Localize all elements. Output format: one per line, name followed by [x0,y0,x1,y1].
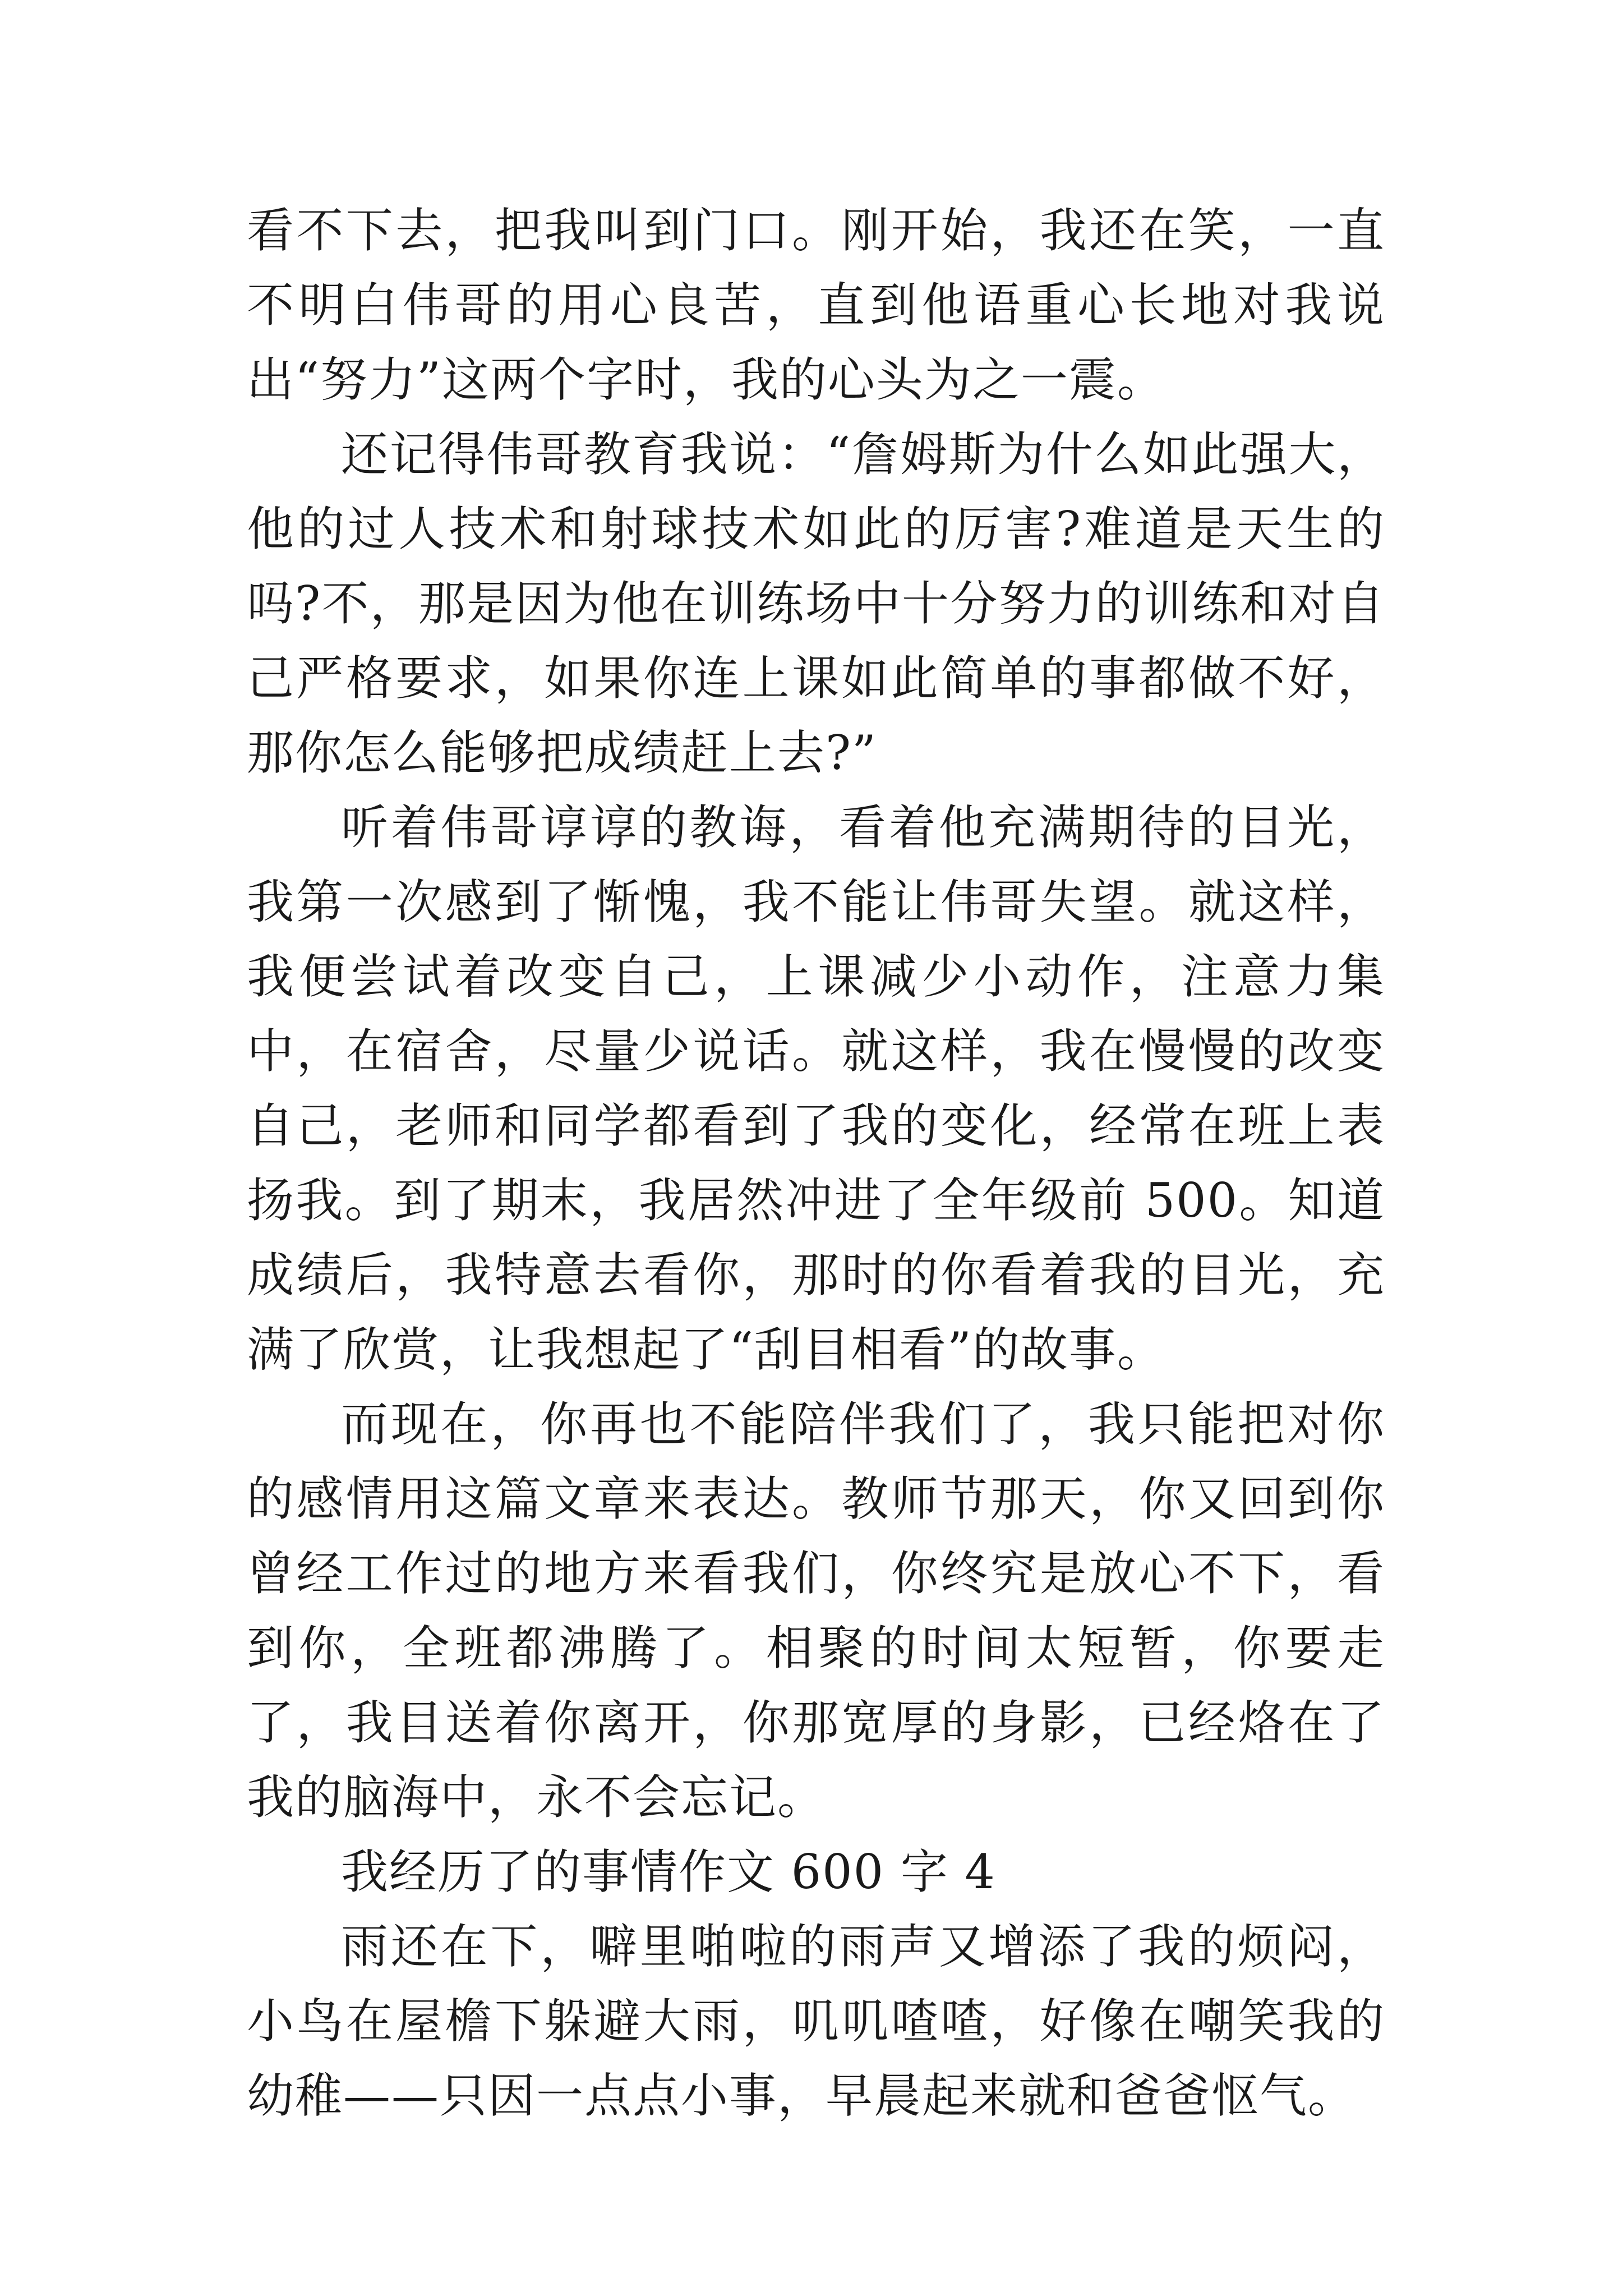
paragraph-continuation: 看不下去，把我叫到门口。刚开始，我还在笑，一直不明白伟哥的用心良苦，直到他语重心长地对我说出“努力”这两个字时，我的心头为之一震。 [247,203,1385,407]
paragraph-rain: 雨还在下，噼里啪啦的雨声又增添了我的烦闷，小鸟在屋檐下躲避大雨，叽叽喳喳，好像在嘲笑我的幼稚——只因一点点小事，早晨起来就和爸爸怄气。 [247,1919,1385,2123]
paragraph-change: 听着伟哥谆谆的教诲，看着他充满期待的目光，我第一次感到了惭愧，我不能让伟哥失望。就这样，我便尝试着改变自己，上课减少小动作，注意力集中，在宿舍，尽量少说话。就这样，我在慢慢的改变自己，老师和同学都看到了我的变化，经常在班上表扬我。到了期末，我居然冲进了全年级前 500。知道成绩后，我特意去看你，那时的你看着我的目光，充满了欣赏，让我想起了“刮目相看”的故事。 [247,800,1385,1377]
document-body [247,194,1385,2133]
paragraph-quote: 还记得伟哥教育我说：“詹姆斯为什么如此强大，他的过人技术和射球技术如此的厉害?难道是天生的吗?不，那是因为他在训练场中十分努力的训练和对自己严格要求，如果你连上课如此简单的事都做不好，那你怎么能够把成绩赶上去?” [247,427,1385,780]
section-heading: 我经历了的事情作文 600 字 4 [341,1844,996,1899]
paragraph-farewell: 而现在，你再也不能陪伴我们了，我只能把对你的感情用这篇文章来表达。教师节那天，你又回到你曾经工作过的地方来看我们，你终究是放心不下，看到你，全班都沸腾了。相聚的时间太短暂，你要走了，我目送着你离开，你那宽厚的身影，已经烙在了我的脑海中，永不会忘记。 [247,1397,1385,1825]
